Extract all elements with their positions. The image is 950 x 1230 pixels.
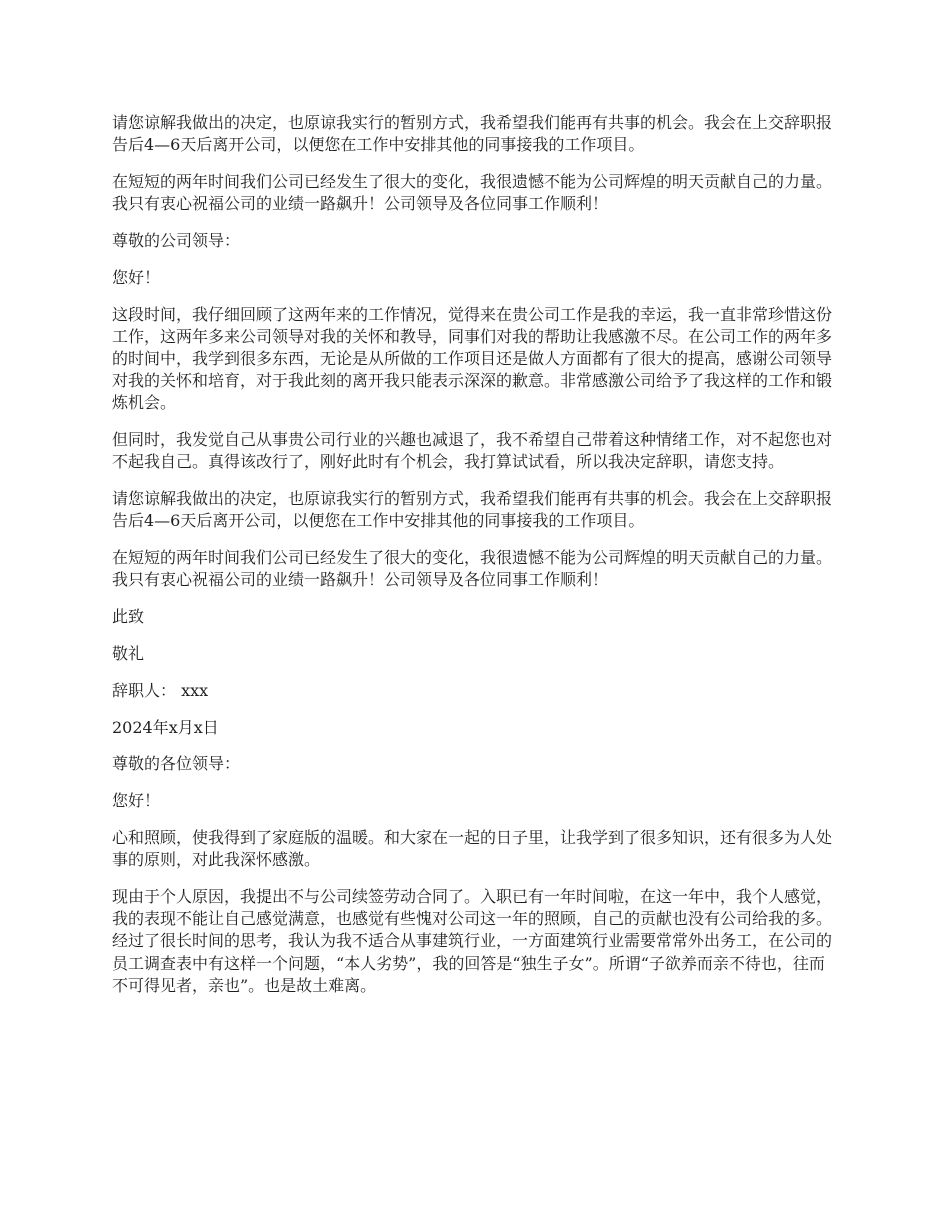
- greeting: 您好！: [112, 791, 161, 811]
- paragraph: 心和照顾，使我得到了家庭版的温暖。和大家在一起的日子里，让我学到了很多知识，还有很多为人处事的原则，对此我深怀感激。: [112, 827, 833, 870]
- salutation: 尊敬的各位领导：: [112, 754, 241, 774]
- paragraph: 但同时，我发觉自己从事贵公司行业的兴趣也减退了，我不希望自己带着这种情绪工作，对不起您也对不起我自己。真得该改行了，刚好此时有个机会，我打算试试看，所以我决定辞职，请您支持。: [112, 430, 833, 472]
- paragraph: 在短短的两年时间我们公司已经发生了很大的变化，我很遗憾不能为公司辉煌的明天贡献自己的力量。我只有衷心祝福公司的业绩一路飙升！公司领导及各位同事工作顺利！: [112, 172, 833, 214]
- greeting: 您好！: [112, 267, 161, 287]
- signature-line: 辞职人： xxx: [112, 680, 209, 700]
- paragraph: 请您谅解我做出的决定，也原谅我实行的暂别方式，我希望我们能再有共事的机会。我会在上交辞职报告后4—6天后离开公司，以便您在工作中安排其他的同事接我的工作项目。: [112, 113, 833, 155]
- document-page: [112, 112, 840, 1012]
- paragraph: 在短短的两年时间我们公司已经发生了很大的变化，我很遗憾不能为公司辉煌的明天贡献自己的力量。我只有衷心祝福公司的业绩一路飙升！公司领导及各位同事工作顺利！: [112, 548, 833, 590]
- date-line: 2024年x月x日: [112, 717, 219, 737]
- salutation: 尊敬的公司领导：: [112, 231, 241, 250]
- paragraph: 现由于个人原因，我提出不与公司续签劳动合同了。入职已有一年时间啦，在这一年中，我个人感觉，我的表现不能让自己感觉满意，也感觉有些愧对公司这一年的照顾，自己的贡献也没有公司给我的多。经过了很长时间的思考，我认为我不适合从事建筑行业，一方面建筑行业需要常常外出务工，在公司的员工调查表中有这样一个问题，“本人劣势”，我的回答是“独生子女”。所谓“子欲养而亲不待也，往而不可得见者，亲也”。也是故土难离。: [112, 886, 833, 995]
- closing-line: 此致: [112, 607, 145, 627]
- paragraph: 这段时间，我仔细回顾了这两年来的工作情况，觉得来在贵公司工作是我的幸运，我一直非常珍惜这份工作，这两年多来公司领导对我的关怀和教导，同事们对我的帮助让我感激不尽。在公司工作的两年多的时间中，我学到很多东西，无论是从所做的工作项目还是做人方面都有了很大的提高，感谢公司领导对我的关怀和培育，对于我此刻的离开我只能表示深深的歉意。非常感激公司给予了我这样的工作和锻炼机会。: [112, 304, 833, 413]
- paragraph: 请您谅解我做出的决定，也原谅我实行的暂别方式，我希望我们能再有共事的机会。我会在上交辞职报告后4—6天后离开公司，以便您在工作中安排其他的同事接我的工作项目。: [112, 489, 833, 531]
- closing-regards: 敬礼: [112, 644, 145, 663]
